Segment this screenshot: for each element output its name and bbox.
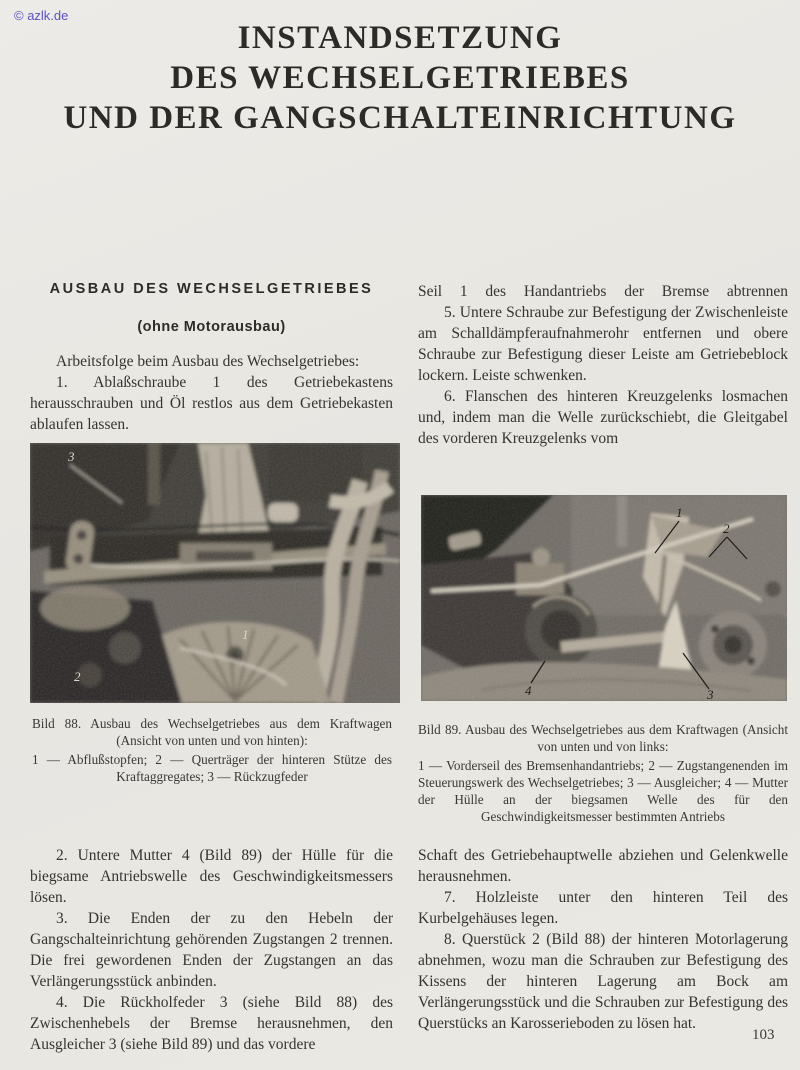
figure-89-callout-3: 3: [707, 687, 714, 701]
page-title: [0, 18, 800, 138]
figure-88-callout-1: 1: [242, 627, 249, 642]
figure-88-caption-legend: 1 — Abflußstopfen; 2 — Querträger der hinteren Stütze des Kraftaggregates; 3 — Rückzugfeder: [32, 752, 392, 784]
page-title-line1: INSTANDSETZUNG: [237, 20, 563, 56]
left-column-bottom: [30, 845, 393, 1055]
figure-89-callout-4: 4: [525, 683, 532, 698]
right-column-bottom: [418, 845, 788, 1034]
page-title-line3: UND DER GANGSCHALTEINRICHTUNG: [63, 100, 737, 136]
paragraph-step3: 3. Die Enden der zu den Hebeln der Gangschalteinrichtung gehörenden Zugstangen 2 trennen. Die frei gewordenen Enden der Zugstangen an das Verlängerungsstück anbinden.: [30, 910, 393, 990]
page-title-line2: DES WECHSELGETRIEBES: [170, 60, 630, 96]
figure-89-illustration: [421, 495, 787, 701]
figure-88-callout-2: 2: [74, 669, 81, 684]
paragraph-step1: 1. Ablaßschraube 1 des Getriebekastens herausschrauben und Öl restlos aus dem Getriebekasten ablaufen lassen.: [30, 374, 393, 433]
figure-88-caption-title: Bild 88. Ausbau des Wechselgetriebes aus dem Kraftwagen (Ansicht von unten und von hinten):: [32, 716, 392, 748]
paragraph-step6: 6. Flanschen des hinteren Kreuzgelenks losmachen und, indem man die Welle zurückschiebt, die Gleitgabel des vorderen Kreuzgelenks vom: [418, 388, 788, 447]
figure-89-caption-title: Bild 89. Ausbau des Wechselgetriebes aus dem Kraftwagen (Ansicht von unten und von links:: [418, 722, 788, 754]
left-column-top: [30, 279, 393, 435]
page-number: 103: [752, 1027, 775, 1043]
watermark: © azlk.de: [14, 8, 69, 23]
paragraph-step4: 4. Die Rückholfeder 3 (siehe Bild 88) des Zwischenhebels der Bremse herausnehmen, den Ausgleicher 3 (siehe Bild 89) und das vordere: [30, 994, 393, 1053]
figure-88-photo: [30, 443, 400, 703]
paragraph-step8: 8. Querstück 2 (Bild 88) der hinteren Motorlagerung abnehmen, wozu man die Schrauben zur Befestigung des Kissens der hinteren Lagerung am Bock am Verlängerungsstück und die Schrauben zur Befestigung des Querstücks an Karosserieboden zu lösen hat.: [418, 931, 788, 1032]
figure-89-callout-1: 1: [676, 505, 683, 520]
figure-88-illustration: [30, 443, 400, 703]
paragraph-intro: Arbeitsfolge beim Ausbau des Wechselgetriebes:: [56, 353, 360, 370]
figure-88-callout-3: 3: [68, 449, 75, 464]
figure-89-caption-legend: 1 — Vorderseil des Bremsenhandantriebs; 2 — Zugstangenenden im Steuerungswerk des Wechselgetriebes; 3 — Ausgleicher; 4 — Mutter der Hülle an der biegsamen Welle des für den Geschwindigkeitsmesser bestimmten Antriebs: [418, 758, 788, 824]
figure-89-callout-2: 2: [723, 521, 730, 536]
section-heading: AUSBAU DES WECHSELGETRIEBES: [49, 281, 374, 297]
paragraph-step2: 2. Untere Mutter 4 (Bild 89) der Hülle für die biegsame Antriebswelle des Geschwindigkeitsmessers lösen.: [30, 847, 393, 906]
paragraph-continuation-bottom: Schaft des Getriebehauptwelle abziehen und Gelenkwelle herausnehmen.: [418, 847, 788, 885]
right-column-top: [418, 281, 788, 449]
figure-89-caption: [418, 721, 788, 825]
section-subheading: (ohne Motorausbau): [137, 319, 286, 335]
figure-89-photo: [421, 495, 787, 701]
paragraph-continuation-top: Seil 1 des Handantriebs der Bremse abtrennen: [418, 283, 788, 300]
paragraph-step5: 5. Untere Schraube zur Befestigung der Zwischenleiste am Schalldämpferaufnahmerohr entfernen und obere Schraube zur Befestigung dieser Leiste am Getriebeblock lockern. Leiste schwenken.: [418, 304, 788, 384]
paragraph-step7: 7. Holzleiste unter den hinteren Teil des Kurbelgehäuses legen.: [418, 889, 788, 927]
figure-88-caption: [32, 715, 392, 785]
